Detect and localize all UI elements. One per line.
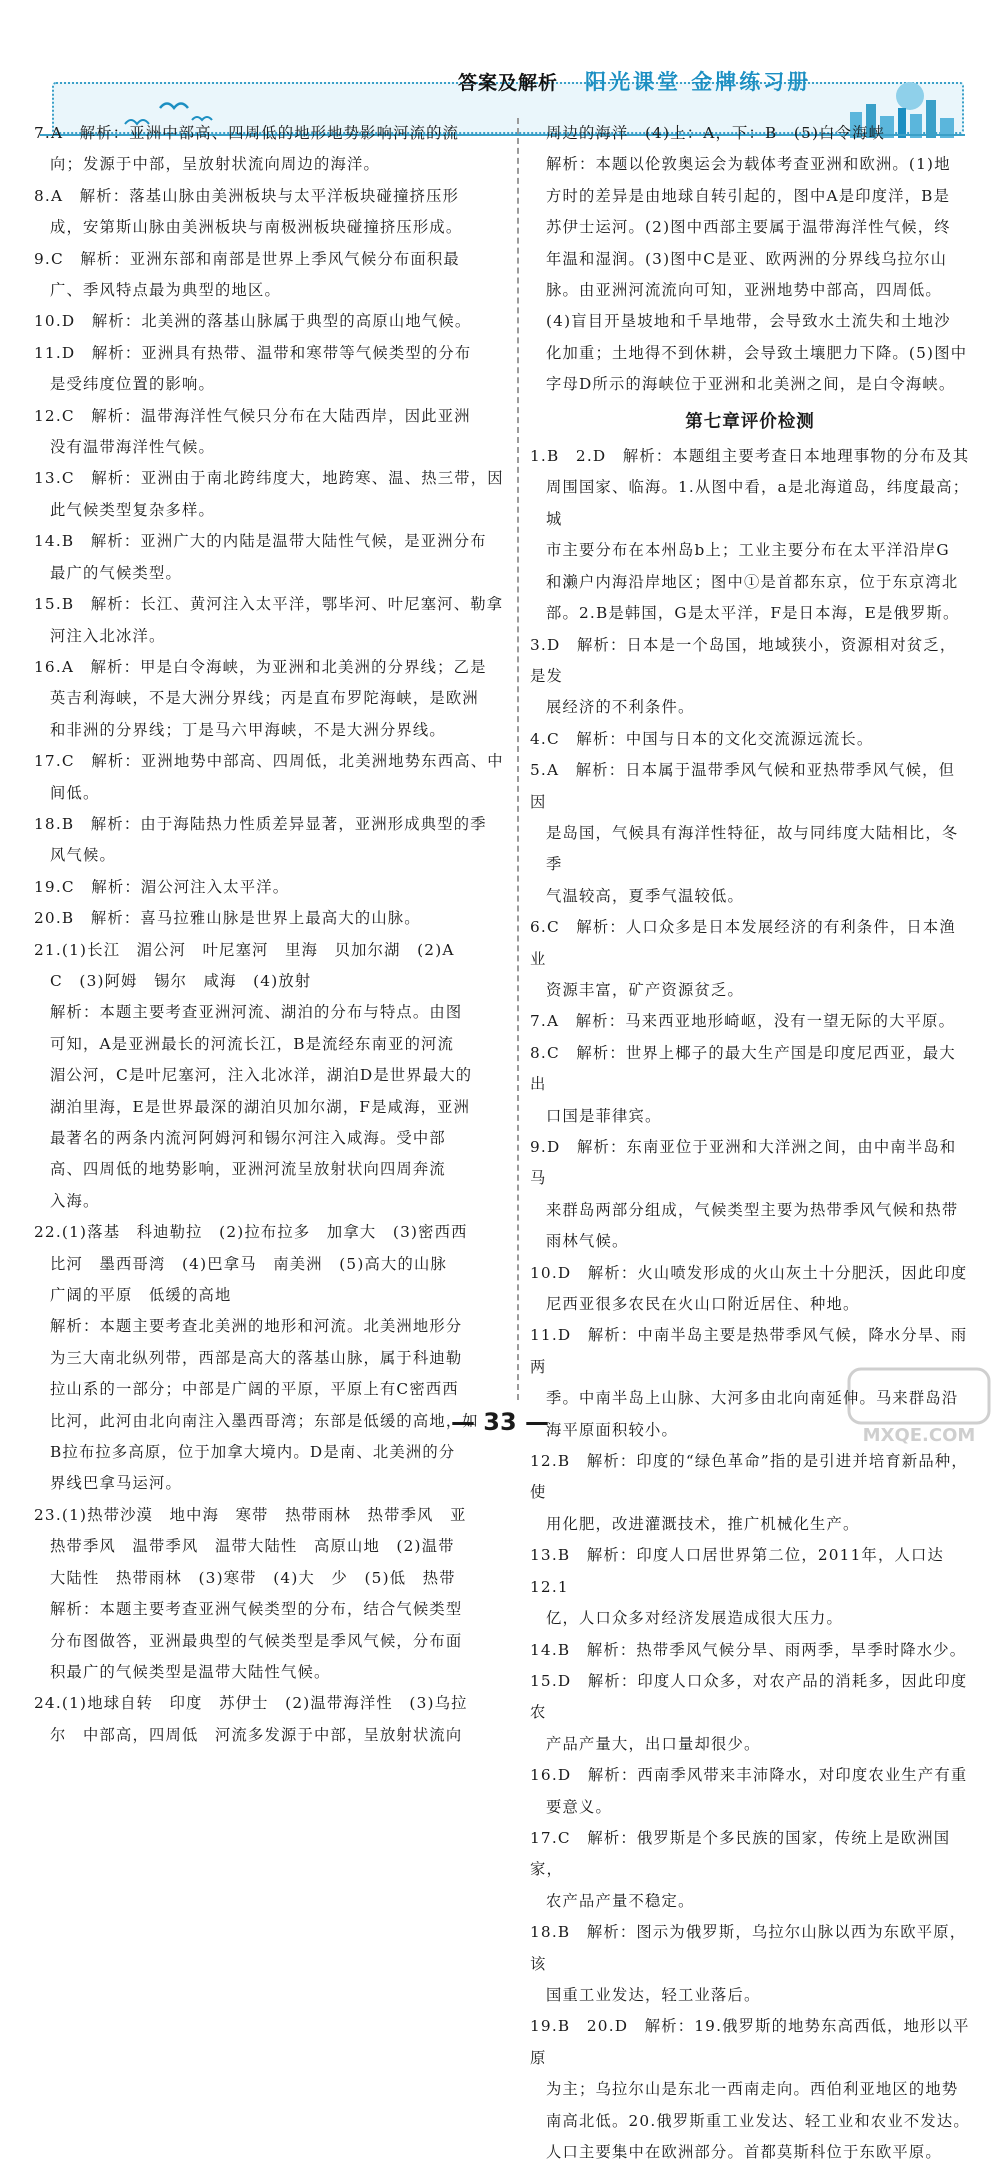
answer-line-first: 11.D 解析：亚洲具有热带、温带和寒带等气候类型的分布 [34, 343, 472, 362]
answer-line: 资源丰富，矿产资源贫乏。 [546, 980, 744, 999]
answer-line-first: 12.C 解析：温带海洋性气候只分布在大陆西岸，因此亚洲 [34, 406, 471, 425]
answer-line: 用化肥，改进灌溉技术，推广机械化生产。 [546, 1514, 860, 1533]
answer-line: 最著名的两条内流河阿姆河和锡尔河注入咸海。受中部 [50, 1129, 446, 1147]
answer-line: 尔 中部高，四周低 河流多发源于中部，呈放射状流向 [50, 1725, 463, 1744]
answer-line: 没有温带海洋性气候。 [50, 438, 215, 457]
answer-line: (4)盲目开垦坡地和千旱地带，会导致水土流失和土地沙 [546, 312, 951, 331]
answer-item [530, 1917, 970, 2011]
answer-item [530, 755, 970, 912]
answer-line: 此气候类型复杂多样。 [50, 500, 215, 519]
answer-item [530, 1635, 970, 1666]
answer-line: 英吉利海峡，不是大洲分界线；丙是直布罗陀海峡，是欧洲 [50, 689, 479, 708]
answer-item [34, 463, 506, 526]
answer-line: 口国是菲律宾。 [546, 1106, 662, 1125]
answer-line: 苏伊士运河。(2)图中西部主要属于温带海洋性气候，终 [546, 218, 951, 237]
answer-line-first: 14.B 解析：亚洲广大的内陆是温带大陆性气候，是亚洲分布 [34, 532, 487, 551]
answer-line: 和濑户内海沿岸地区；图中①是首都东京，位于东京湾北 [546, 572, 959, 591]
answer-line: 湖泊里海，E是世界最深的湖泊贝加尔湖，F是咸海，亚洲 [50, 1097, 471, 1116]
answer-line: 解析：本题主要考查亚洲河流、湖泊的分布与特点。由图 [50, 1003, 463, 1022]
answer-line: 来群岛两部分组成，气候类型主要为热带季风气候和热带 [546, 1200, 959, 1219]
answer-line-first: 4.C 解析：中国与日本的文化交流源远流长。 [530, 729, 874, 748]
answer-line-first: 16.A 解析：甲是白令海峡，为亚洲和北美洲的分界线；乙是 [34, 657, 487, 676]
watermark-logo [845, 1365, 995, 1447]
answer-line-first: 19.B 20.D 解析：19.俄罗斯的地势东高西低，地形以平原 [530, 2017, 970, 2067]
answer-line: 年温和湿润。(3)图中C是亚、欧两洲的分界线乌拉尔山 [546, 249, 948, 268]
answer-line: 周围国家、临海。1.从图中看，a是北海道岛，纬度最高；城 [546, 478, 970, 528]
answer-line: 河注入北冰洋。 [50, 626, 166, 645]
answer-line: 国重工业发达，轻工业落后。 [546, 1985, 761, 2004]
answer-item [530, 1006, 970, 1037]
answer-line: 积最广的气候类型是温带大陆性气候。 [50, 1662, 331, 1681]
answer-line-first: 17.C 解析：俄罗斯是个多民族的国家，传统上是欧洲国家， [530, 1828, 951, 1879]
answer-item [34, 244, 506, 307]
answer-line: 分布图做答，亚洲最典型的气候类型是季风气候，分布面 [50, 1631, 463, 1650]
answer-item [530, 912, 970, 1006]
answer-line: 可知，A是亚洲最长的河流长江，B是流经东南亚的河流 [50, 1034, 455, 1053]
answer-line: 拉山系的一部分；中部是广阔的平原，平原上有C密西西 [50, 1380, 459, 1399]
answer-item [34, 1688, 506, 1751]
svg-text:MXQE.COM: MXQE.COM [862, 1425, 976, 1446]
answer-line-first: 15.B 解析：长江、黄河注入太平洋，鄂毕河、叶尼塞河、勒拿 [34, 595, 504, 614]
right-column-answers [530, 441, 970, 2168]
answer-item [530, 724, 970, 755]
answer-line-first: 18.B 解析：由于海陆热力性质差异显著，亚洲形成典型的季 [34, 814, 487, 833]
answer-line: 为三大南北纵列带，西部是高大的落基山脉，属于科迪勒 [50, 1348, 463, 1367]
answer-line: 解析：本题主要考查北美洲的地形和河流。北美洲地形分 [50, 1317, 463, 1336]
answer-line-first: 24.(1)地球自转 印度 苏伊士 (2)温带海洋性 (3)乌拉 [34, 1694, 468, 1713]
answer-line: 是受纬度位置的影响。 [50, 375, 215, 394]
answer-line: C (3)阿姆 锡尔 咸海 (4)放射 [50, 971, 312, 990]
answer-line: 和非洲的分界线；丁是马六甲海峡，不是大洲分界线。 [50, 720, 446, 739]
answer-line-first: 19.C 解析：湄公河注入太平洋。 [34, 877, 290, 896]
answer-item [530, 441, 970, 629]
answer-line: 界线巴拿马运河。 [50, 1474, 182, 1493]
answer-item [34, 338, 506, 401]
answer-line: 是岛国，气候具有海洋性特征，故与同纬度大陆相比，冬季 [546, 823, 959, 874]
answer-line: 亿，人口众多对经济发展造成很大压力。 [546, 1609, 843, 1628]
answer-line-first: 16.D 解析：西南季风带来丰沛降水，对印度农业生产有重 [530, 1766, 968, 1785]
answer-item [530, 630, 970, 724]
answer-line: 要意义。 [546, 1797, 612, 1816]
answer-line-first: 12.B 解析：印度的“绿色革命”指的是引进并培育新品种，使 [530, 1452, 968, 1502]
answer-line-first: 23.(1)热带沙漠 地中海 寒带 热带雨林 热带季风 亚 [34, 1505, 467, 1524]
answer-item [530, 1038, 970, 1132]
answer-line: 最广的气候类型。 [50, 563, 182, 582]
answer-line: 湄公河，C是叶尼塞河，注入北冰洋，湖泊D是世界最大的 [50, 1066, 473, 1085]
answer-line: 向；发源于中部，呈放射状流向周边的海洋。 [50, 155, 380, 174]
answer-line: 市主要分布在本州岛b上；工业主要分布在太平洋沿岸G [546, 541, 950, 560]
answer-item [34, 935, 506, 1218]
answer-item [34, 1500, 506, 1688]
column-divider [517, 118, 519, 1400]
answer-item [530, 1540, 970, 1634]
answer-line-first: 13.C 解析：亚洲由于南北跨纬度大，地跨寒、温、热三带，因 [34, 469, 504, 488]
answer-line-first: 17.C 解析：亚洲地势中部高、四周低，北美洲地势东西高、中 [34, 752, 504, 771]
answer-item [530, 2011, 970, 2168]
answer-line-first: 18.B 解析：图示为俄罗斯，乌拉尔山脉以西为东欧平原，该 [530, 1923, 967, 1973]
answer-line-first: 9.C 解析：亚洲东部和南部是世界上季风气候分布面积最 [34, 249, 460, 268]
answer-line: 部。2.B是韩国，G是太平洋，F是日本海，E是俄罗斯。 [546, 604, 960, 623]
answer-line: 比河 墨西哥湾 (4)巴拿马 南美洲 (5)高大的山脉 [50, 1254, 447, 1273]
answer-line: 雨林气候。 [546, 1232, 629, 1251]
answer-line: 化加重；土地得不到休耕，会导致土壤肥力下降。(5)图中 [546, 343, 968, 362]
answer-line: 气温较高，夏季气温较低。 [546, 886, 744, 905]
left-column [34, 118, 506, 1751]
answer-line-first: 3.D 解析：日本是一个岛国，地域狭小，资源相对贫乏，是发 [530, 635, 957, 685]
answer-line-first: 1.B 2.D 解析：本题组主要考查日本地理事物的分布及其 [530, 447, 970, 466]
answer-line: 海平原面积较小。 [546, 1420, 678, 1439]
answer-line: 展经济的不利条件。 [546, 698, 695, 717]
answer-line-first: 14.B 解析：热带季风气候分旱、雨两季，旱季时降水少。 [530, 1640, 967, 1659]
answer-item [34, 872, 506, 903]
answer-line-first: 15.D 解析：印度人口众多，对农产品的消耗多，因此印度农 [530, 1671, 968, 1722]
answer-line: 农产品产量不稳定。 [546, 1891, 695, 1910]
answer-item [34, 652, 506, 746]
answer-item [530, 1258, 970, 1321]
answer-line: 成，安第斯山脉由美洲板块与南极洲板块碰撞挤压形成。 [50, 218, 463, 237]
answer-line-first: 11.D 解析：中南半岛主要是热带季风气候，降水分旱、雨两 [530, 1326, 968, 1376]
answer-line: 字母D所示的海峡位于亚洲和北美洲之间，是白令海峡。 [546, 375, 956, 394]
answer-line: 解析：本题主要考查亚洲气候类型的分布，结合气候类型 [50, 1600, 463, 1619]
answer-item [34, 1217, 506, 1500]
section-heading: 第七章评价检测 [685, 411, 815, 432]
answer-item [34, 809, 506, 872]
answer-line: 脉。由亚洲河流流向可知，亚洲地势中部高，四周低。 [546, 281, 942, 300]
answer-item [530, 1760, 970, 1823]
answer-line: 为主；乌拉尔山是东北一西南走向。西伯利亚地区的地势 [546, 2080, 959, 2099]
answer-item [34, 306, 506, 337]
answer-line-first: 10.D 解析：北美洲的落基山脉属于典型的高原山地气候。 [34, 312, 472, 331]
answer-line-first: 10.D 解析：火山喷发形成的火山灰土十分肥沃，因此印度 [530, 1263, 968, 1282]
answer-item [34, 589, 506, 652]
answer-line: 间低。 [50, 783, 100, 802]
answer-line: 热带季风 温带季风 温带大陆性 高原山地 (2)温带 [50, 1537, 455, 1556]
answer-line-first: 8.A 解析：落基山脉由美洲板块与太平洋板块碰撞挤压形 [34, 186, 460, 205]
answer-line-first: 21.(1)长江 湄公河 叶尼塞河 里海 贝加尔湖 (2)A [34, 940, 455, 959]
answer-item [530, 1446, 970, 1540]
answer-line: 大陆性 热带雨林 (3)寒带 (4)大 少 (5)低 热带 [50, 1568, 456, 1587]
answer-line-first: 13.B 解析：印度人口居世界第二位，2011年，人口达12.1 [530, 1546, 945, 1596]
answer-line: 解析：本题以伦敦奥运会为载体考查亚洲和欧洲。(1)地 [546, 155, 951, 174]
answer-line-first: 9.D 解析：东南亚位于亚洲和大洋洲之间，由中南半岛和马 [530, 1138, 957, 1188]
answer-item [34, 526, 506, 589]
header-section-title: 答案及解析 [458, 72, 559, 94]
answer-item [34, 118, 506, 181]
right-column-top [530, 118, 970, 401]
answer-line: 入海。 [50, 1191, 100, 1210]
answer-line-first: 20.B 解析：喜马拉雅山脉是世界上最高大的山脉。 [34, 909, 421, 928]
answer-item [530, 1666, 970, 1760]
answer-line: 风气候。 [50, 846, 116, 865]
answer-line-first: 6.C 解析：人口众多是日本发展经济的有利条件，日本渔业 [530, 918, 956, 968]
header-brand: 阳光课堂 金牌练习册 [585, 70, 812, 94]
answer-line-first: 5.A 解析：日本属于温带季风气候和亚热带季风气候，但因 [530, 761, 956, 811]
answer-item [34, 903, 506, 934]
answer-item [34, 746, 506, 809]
page-number: — 33 — [450, 1408, 550, 1436]
answer-item [530, 1132, 970, 1258]
answer-line-first: 22.(1)落基 科迪勒拉 (2)拉布拉多 加拿大 (3)密西西 [34, 1223, 468, 1242]
answer-line: 人口主要集中在欧洲部分。首都莫斯科位于东欧平原。 [546, 2143, 942, 2161]
answer-line: 尼西亚很多农民在火山口附近居住、种地。 [546, 1295, 860, 1314]
answer-line: 比河，此河由北向南注入墨西哥湾；东部是低缓的高地，如 [50, 1411, 479, 1430]
answer-line: 广阔的平原 低缓的高地 [50, 1286, 232, 1305]
answer-line: 季。中南半岛上山脉、大河多由北向南延伸。马来群岛沿 [546, 1389, 959, 1408]
answer-item [34, 401, 506, 464]
answer-item [34, 181, 506, 244]
answer-line: 南高北低。20.俄罗斯重工业发达、轻工业和农业不发达。 [546, 2111, 970, 2130]
answer-line-first: 7.A 解析：马来西亚地形崎岖，没有一望无际的大平原。 [530, 1012, 956, 1031]
answer-line-first: 8.C 解析：世界上椰子的最大生产国是印度尼西亚，最大出 [530, 1043, 956, 1094]
answer-item [530, 1823, 970, 1917]
answer-line-first: 周边的海洋 (4)上：A，下：B (5)白令海峡 [546, 124, 886, 142]
answer-item [530, 118, 970, 401]
answer-line: 方时的差异是由地球自转引起的，图中A是印度洋，B是 [546, 186, 951, 205]
answer-line: B拉布拉多高原，位于加拿大境内。D是南、北美洲的分 [50, 1443, 456, 1462]
answer-line: 高、四周低的地势影响，亚洲河流呈放射状向四周奔流 [50, 1160, 446, 1179]
answer-line-first: 7.A 解析：亚洲中部高、四周低的地形地势影响河流的流 [34, 124, 460, 142]
right-column [530, 118, 970, 2168]
answer-line: 产品产量大，出口量却很少。 [546, 1734, 761, 1753]
answer-line: 广、季风特点最为典型的地区。 [50, 281, 281, 300]
